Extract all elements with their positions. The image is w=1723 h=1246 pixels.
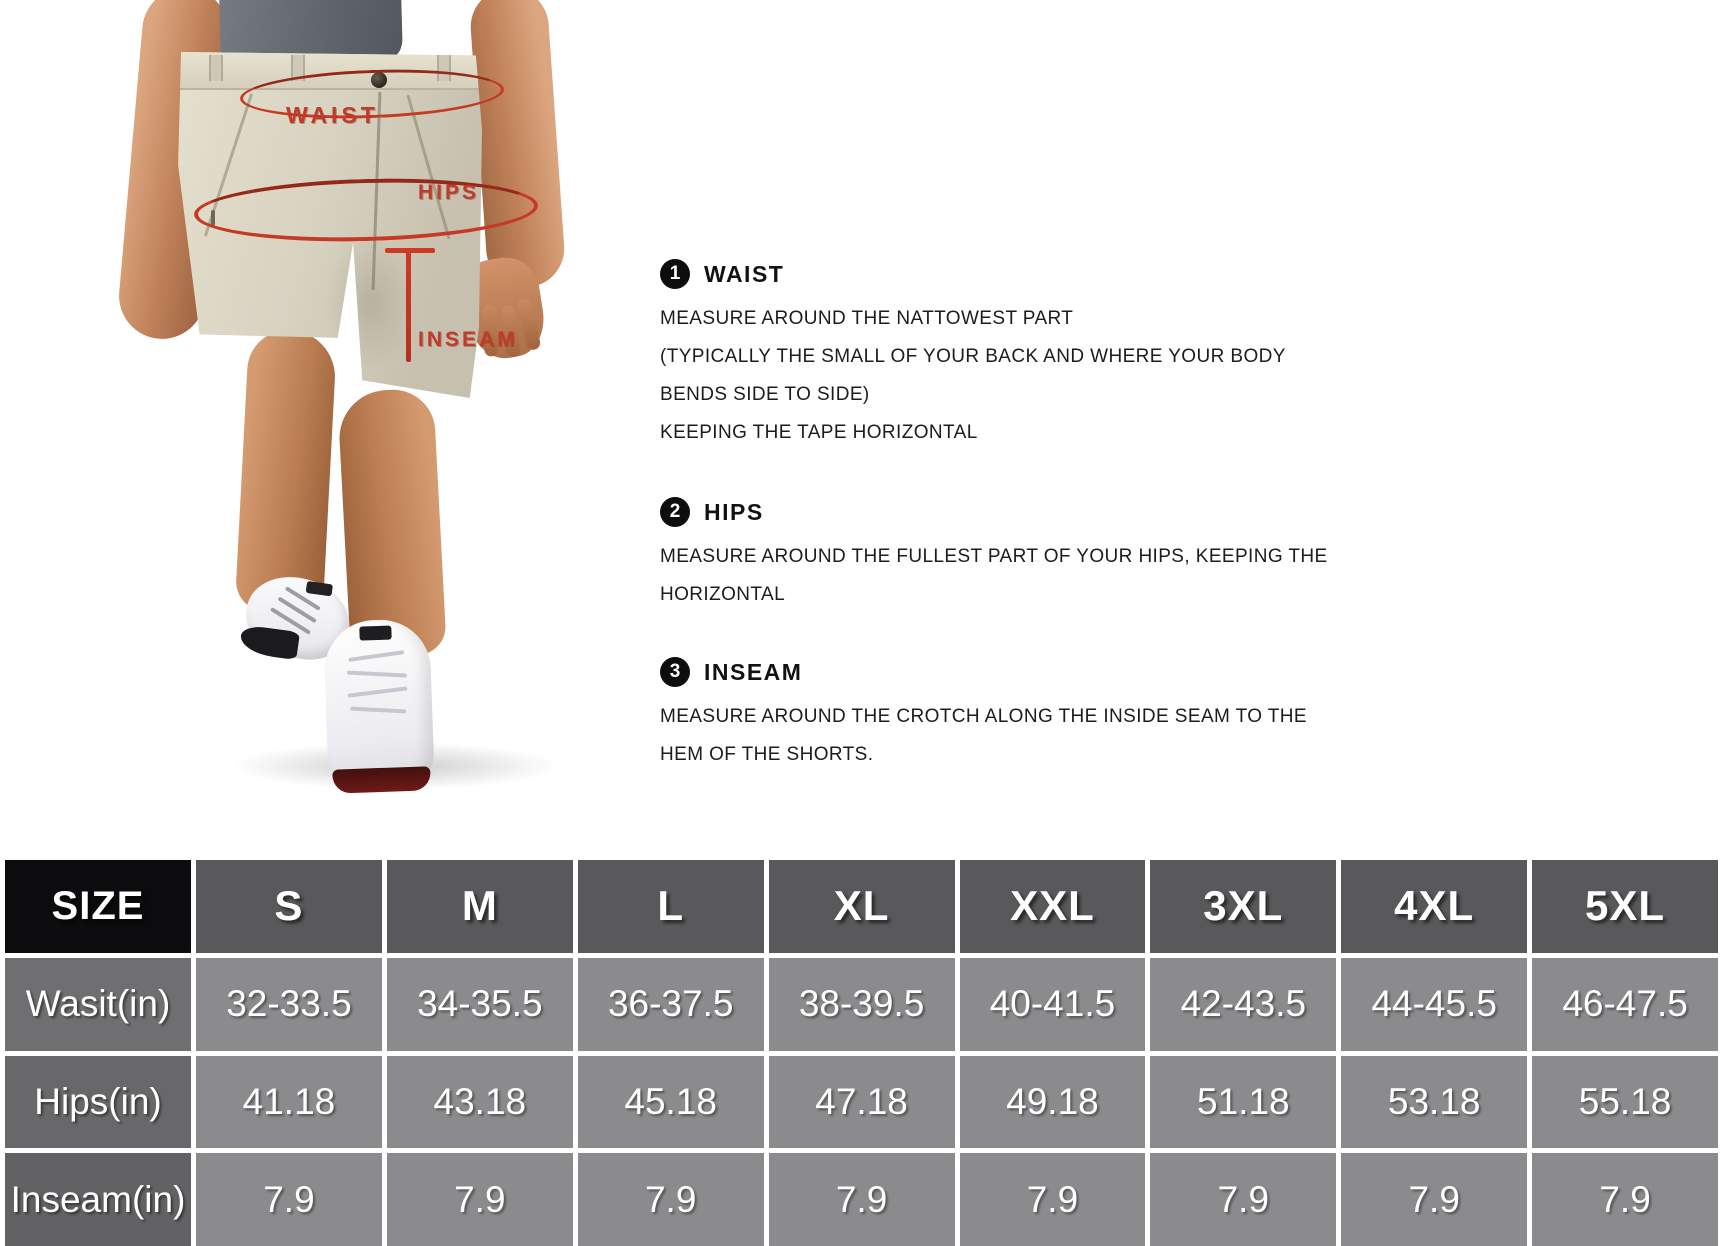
number-badge-icon: 1: [660, 259, 690, 289]
table-cell: 40-41.5: [960, 958, 1146, 1051]
sneaker-tongue: [306, 581, 333, 597]
table-header-cell: M: [387, 860, 573, 953]
number-badge-icon: 2: [660, 497, 690, 527]
table-cell: 7.9: [387, 1153, 573, 1246]
table-cell: 36-37.5: [578, 958, 764, 1051]
table-cell: 7.9: [769, 1153, 955, 1246]
instruction-title: INSEAM: [704, 658, 803, 685]
sneaker-lace: [348, 686, 408, 697]
sneaker-sole: [332, 766, 431, 793]
table-cell: 49.18: [960, 1056, 1146, 1149]
size-chart-table: [5, 860, 1718, 1246]
finger: [516, 297, 541, 351]
table-cell: 32-33.5: [196, 958, 382, 1051]
instruction-heading: [660, 258, 1380, 290]
instruction-line: MEASURE AROUND THE NATTOWEST PART: [660, 308, 1074, 329]
instruction-line: (TYPICALLY THE SMALL OF YOUR BACK AND WHERE YOUR BODY: [660, 346, 1286, 367]
instruction-body: [660, 300, 1380, 452]
instruction-inseam: [660, 656, 1380, 774]
instruction-heading: [660, 656, 1380, 688]
table-row-label: Wasit(in): [5, 958, 191, 1051]
table-cell: 7.9: [1150, 1153, 1336, 1246]
inseam-annotation-label: INSEAM: [418, 328, 518, 351]
table-cell: 7.9: [1532, 1153, 1718, 1246]
instruction-line: HORIZONTAL: [660, 584, 786, 605]
model-right-leg: [337, 388, 447, 659]
table-header-cell: L: [578, 860, 764, 953]
table-header-cell: XL: [769, 860, 955, 953]
belt-loop: [209, 55, 223, 81]
model-right-arm: [468, 0, 567, 290]
table-cell: 46-47.5: [1532, 958, 1718, 1051]
model-left-leg: [235, 328, 338, 614]
table-cell: 7.9: [578, 1153, 764, 1246]
table-header-cell: 3XL: [1150, 860, 1336, 953]
sneaker-toe-cap: [239, 624, 300, 660]
instruction-line: MEASURE AROUND THE FULLEST PART OF YOUR HIPS, KEEPING THE: [660, 546, 1328, 567]
table-cell: 44-45.5: [1341, 958, 1527, 1051]
instruction-line: KEEPING THE TAPE HORIZONTAL: [660, 422, 978, 443]
fabric-shading: [325, 232, 415, 372]
table-header-cell: 5XL: [1532, 860, 1718, 953]
table-cell: 41.18: [196, 1056, 382, 1149]
instruction-line: HEM OF THE SHORTS.: [660, 744, 874, 765]
instruction-line: MEASURE AROUND THE CROTCH ALONG THE INSIDE SEAM TO THE: [660, 706, 1307, 727]
table-cell: 34-35.5: [387, 958, 573, 1051]
instruction-hips: [660, 496, 1380, 614]
waist-annotation-label: WAIST: [286, 102, 379, 128]
hips-annotation-label: HIPS: [418, 181, 480, 204]
instruction-heading: [660, 496, 1380, 528]
table-row-label: Hips(in): [5, 1056, 191, 1149]
table-cell: 55.18: [1532, 1056, 1718, 1149]
table-cell: 7.9: [1341, 1153, 1527, 1246]
table-cell: 53.18: [1341, 1056, 1527, 1149]
table-header-cell: S: [196, 860, 382, 953]
table-cell: 47.18: [769, 1056, 955, 1149]
instruction-line: BENDS SIDE TO SIDE): [660, 384, 870, 405]
table-row-label: Inseam(in): [5, 1153, 191, 1246]
table-cell: 43.18: [387, 1056, 573, 1149]
table-cell: 51.18: [1150, 1056, 1336, 1149]
instruction-body: [660, 538, 1380, 614]
table-cell: 7.9: [960, 1153, 1146, 1246]
table-header-size: SIZE: [5, 860, 191, 953]
sneaker-lace: [348, 650, 404, 662]
instruction-title: HIPS: [704, 498, 764, 525]
sneaker-lace: [347, 670, 407, 677]
sneaker-tongue: [359, 626, 391, 641]
model-photo: [130, 0, 620, 810]
instruction-title: WAIST: [704, 260, 785, 287]
inseam-measure-line: [406, 248, 411, 362]
number-badge-icon: 3: [660, 657, 690, 687]
instruction-body: [660, 698, 1380, 774]
table-cell: 7.9: [196, 1153, 382, 1246]
table-header-cell: 4XL: [1341, 860, 1527, 953]
table-cell: 42-43.5: [1150, 958, 1336, 1051]
right-sneaker: [323, 618, 435, 792]
table-cell: 38-39.5: [769, 958, 955, 1051]
sneaker-lace: [350, 707, 406, 714]
instruction-waist: [660, 258, 1380, 452]
table-header-cell: XXL: [960, 860, 1146, 953]
table-cell: 45.18: [578, 1056, 764, 1149]
